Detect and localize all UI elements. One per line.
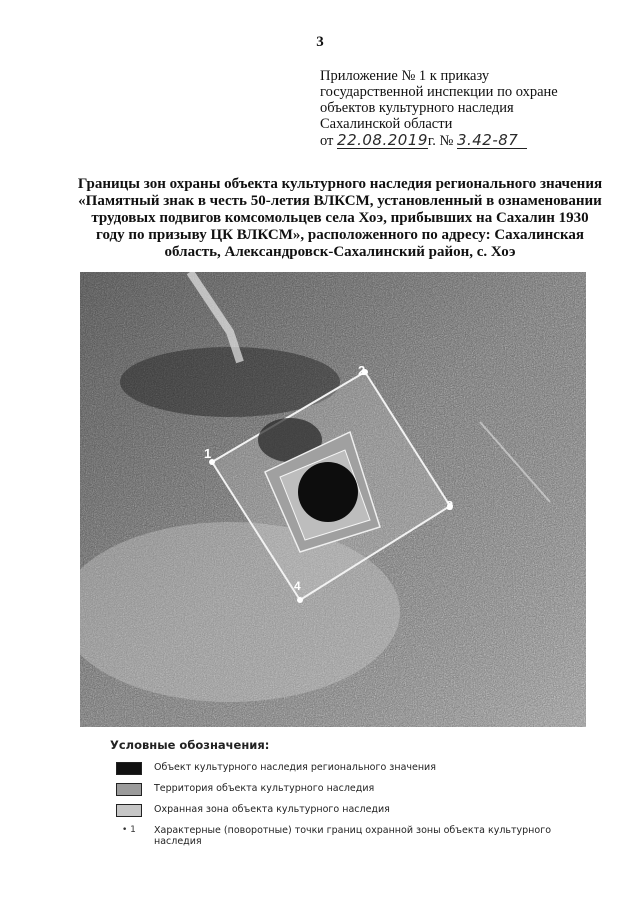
legend [110,738,570,853]
legend-symbol-points: • 1 [122,825,136,835]
legend-label-territory: Территория объекта культурного наследия [154,783,375,794]
order-line [320,132,598,149]
legend-item-territory [110,781,570,800]
aerial-map [80,272,586,727]
legend-item-object [110,760,570,779]
point-label-1: 1 [204,446,212,461]
point-label-3: 3 [446,498,454,513]
point-label-4: 4 [294,579,301,593]
appendix-line-4: Сахалинской области [320,116,453,132]
page-number: 3 [316,34,324,50]
appendix-line-2: государственной инспекции по охране [320,84,558,100]
legend-swatch-object [116,762,142,775]
monument-object [298,462,358,522]
legend-title: Условные обозначения: [110,738,270,752]
boundary-point-3 [446,498,453,513]
legend-item-zone [110,802,570,821]
order-date: 22.08.2019 [337,131,428,149]
appendix-block [320,68,598,149]
legend-swatch-zone [116,804,142,817]
aerial-map-svg [80,272,586,727]
document-title: Границы зон охраны объекта культурного наследия регионального значения «Памятный знак в честь 50-летия ВЛКСМ, установленный в ознаменовании трудовых подвигов комсомольцев села Хоэ, прибывших на Сахалин 1930 году по призыву ЦК ВЛКСМ», расположенного по адресу: Сахалинская область, Александровск-Сахалинский район, с. Хоэ [77,176,603,260]
appendix-line-1: Приложение № 1 к приказу [320,68,490,84]
legend-label-zone: Охранная зона объекта культурного наследия [154,804,390,815]
year-suffix: г. № [427,133,454,149]
legend-swatch-territory [116,783,142,796]
legend-item-points [110,823,570,851]
legend-label-points: Характерные (поворотные) точки границ охранной зоны объекта культурного наследия [154,825,552,847]
legend-label-object: Объект культурного наследия регионального значения [154,762,436,773]
date-prefix: от [320,133,334,149]
point-label-2: 2 [358,363,366,378]
appendix-line-3: объектов культурного наследия [320,100,514,116]
order-number: 3.42-87 [457,132,527,149]
